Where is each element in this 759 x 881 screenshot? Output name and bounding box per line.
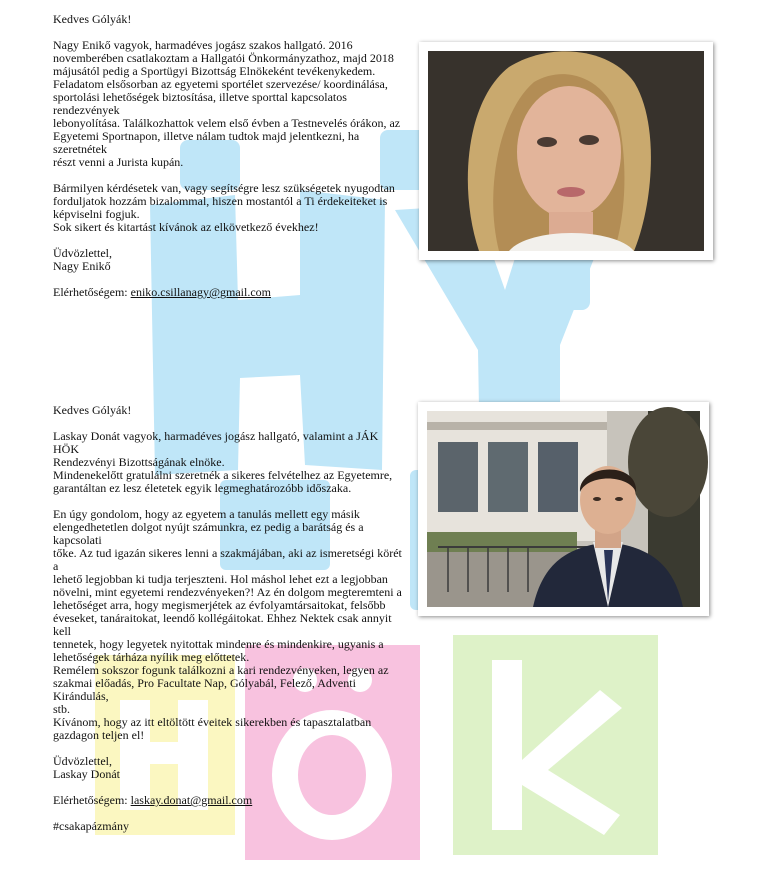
letter-2-events-line: gazdagon teljen el! [53, 728, 145, 742]
letter-1-contact-label: Elérhetőségem: [53, 285, 131, 299]
letter-1-intro-line: Feladatom elsősorban az egyetemi sportélet szervezése/ koordinálása, [53, 77, 388, 91]
letter-2-signature: Laskay Donát [53, 767, 120, 781]
letter-2-body-line: elengedhetetlen dolgot nyújt számunkra, ez pedig a barátság és a kapcsolati [53, 520, 364, 547]
letter-1-question-line: képviselni fogjuk. [53, 207, 140, 221]
letter-2-contact-label: Elérhetőségem: [53, 793, 131, 807]
letter-2-events-line: Remélem sokszor fogunk találkozni a kari rendezvényeken, legyen az [53, 663, 389, 677]
letter-2-body-line: növelni, mint egyetemi rendezvényeken?! Az én dolgom megteremteni a [53, 585, 402, 599]
letter-1-email-link[interactable]: eniko.csillanagy@gmail.com [130, 285, 271, 299]
letter-1-intro-line: Egyetemi Sportnapon, illetve nálam tudtok majd jelentkezni, ha szeretnétek [53, 129, 360, 156]
letter-2-events-line: szakmai előadás, Pro Facultate Nap, Gólyabál, Felező, Adventi Kirándulás, [53, 676, 356, 703]
letter-1-signature: Nagy Enikő [53, 259, 111, 273]
letter-2-body-line: lehetőséget arra, hogy megismerjétek az évfolyamtársaitokat, felsőbb [53, 598, 386, 612]
letter-1-intro-line: májusától pedig a Sportügyi Bizottság Elnökeként tevékenykedem. [53, 64, 376, 78]
letter-1-question-line: forduljatok hozzám bizalommal, hiszen mostantól a Ti érdekeiteket is [53, 194, 388, 208]
letter-1-contact [53, 286, 413, 299]
letter-2-intro-line: garantáltan ez lesz életetek egyik legmeghatározóbb időszaka. [53, 481, 352, 495]
letter-2-events-line: stb. [53, 702, 71, 716]
letter-2-intro-line: Laskay Donát vagyok, harmadéves jogász hallgató, valamint a JÁK HÖK [53, 429, 379, 456]
letter-1-closing: Üdvözlettel, [53, 246, 112, 260]
letter-2-body-line: tőke. Az tud igazán sikeres lenni a szakmájában, aki az ismeretségi körét a [53, 546, 402, 573]
portrait-photo-nagy-eniko [419, 42, 713, 260]
letter-2-body-line: tennetek, hogy legyetek nyitottak mindenre és mindenkire, ugyanis a [53, 637, 384, 651]
letter-2-greeting: Kedves Gólyák! [53, 403, 132, 417]
letter-1-intro-line: lebonyolítása. Találkozhattok velem első évben a Testnevelés órákon, az [53, 116, 401, 130]
portrait-photo-laskay-donat [418, 402, 709, 616]
letter-1-intro-line: Nagy Enikő vagyok, harmadéves jogász szakos hallgató. 2016 [53, 38, 353, 52]
letter-2-email-link[interactable]: laskay.donat@gmail.com [130, 793, 253, 807]
letter-2-events-line: Kívánom, hogy az itt eltöltött éveitek sikerekben és tapasztalatban [53, 715, 372, 729]
letter-2-body-line: éveseket, tanáraitokat, leendő kollégáitokat. Ehhez Nektek csak annyit kell [53, 611, 392, 638]
letter-1 [53, 13, 413, 299]
letter-2-intro-line: Mindenekelőtt gratulálni szeretnék a sikeres felvételhez az Egyetemre, [53, 468, 393, 482]
letter-1-intro-line: részt venni a Jurista kupán. [53, 155, 184, 169]
letter-2-intro-line: Rendezvényi Bizottságának elnöke. [53, 455, 225, 469]
letter-1-question-line: Sok sikert és kitartást kívánok az elkövetkező évekhez! [53, 220, 319, 234]
letter-2-body-line: lehető legjobban ki tudja terjeszteni. Hol máshol lehet ezt a legjobban [53, 572, 388, 586]
letter-1-greeting: Kedves Gólyák! [53, 12, 132, 26]
letter-2-contact [53, 794, 405, 807]
letter-1-intro-line: sportolási lehetőségek biztosítása, illetve sporttal kapcsolatos rendezvények [53, 90, 347, 117]
letter-1-question-line: Bármilyen kérdésetek van, vagy segítségre lesz szükségetek nyugodtan [53, 181, 395, 195]
letter-1-intro-line: novemberében csatlakoztam a Hallgatói Önkormányzathoz, majd 2018 [53, 51, 394, 65]
letter-2-hashtag: #csakapázmány [53, 819, 129, 833]
letter-2-body-line: lehetőségek tárháza nyílik meg előttetek. [53, 650, 250, 664]
letter-2-body-line: En úgy gondolom, hogy az egyetem a tanulás mellett egy másik [53, 507, 360, 521]
letter-2-closing: Üdvözlettel, [53, 754, 112, 768]
green-tile [453, 635, 658, 855]
letter-2 [53, 404, 405, 833]
